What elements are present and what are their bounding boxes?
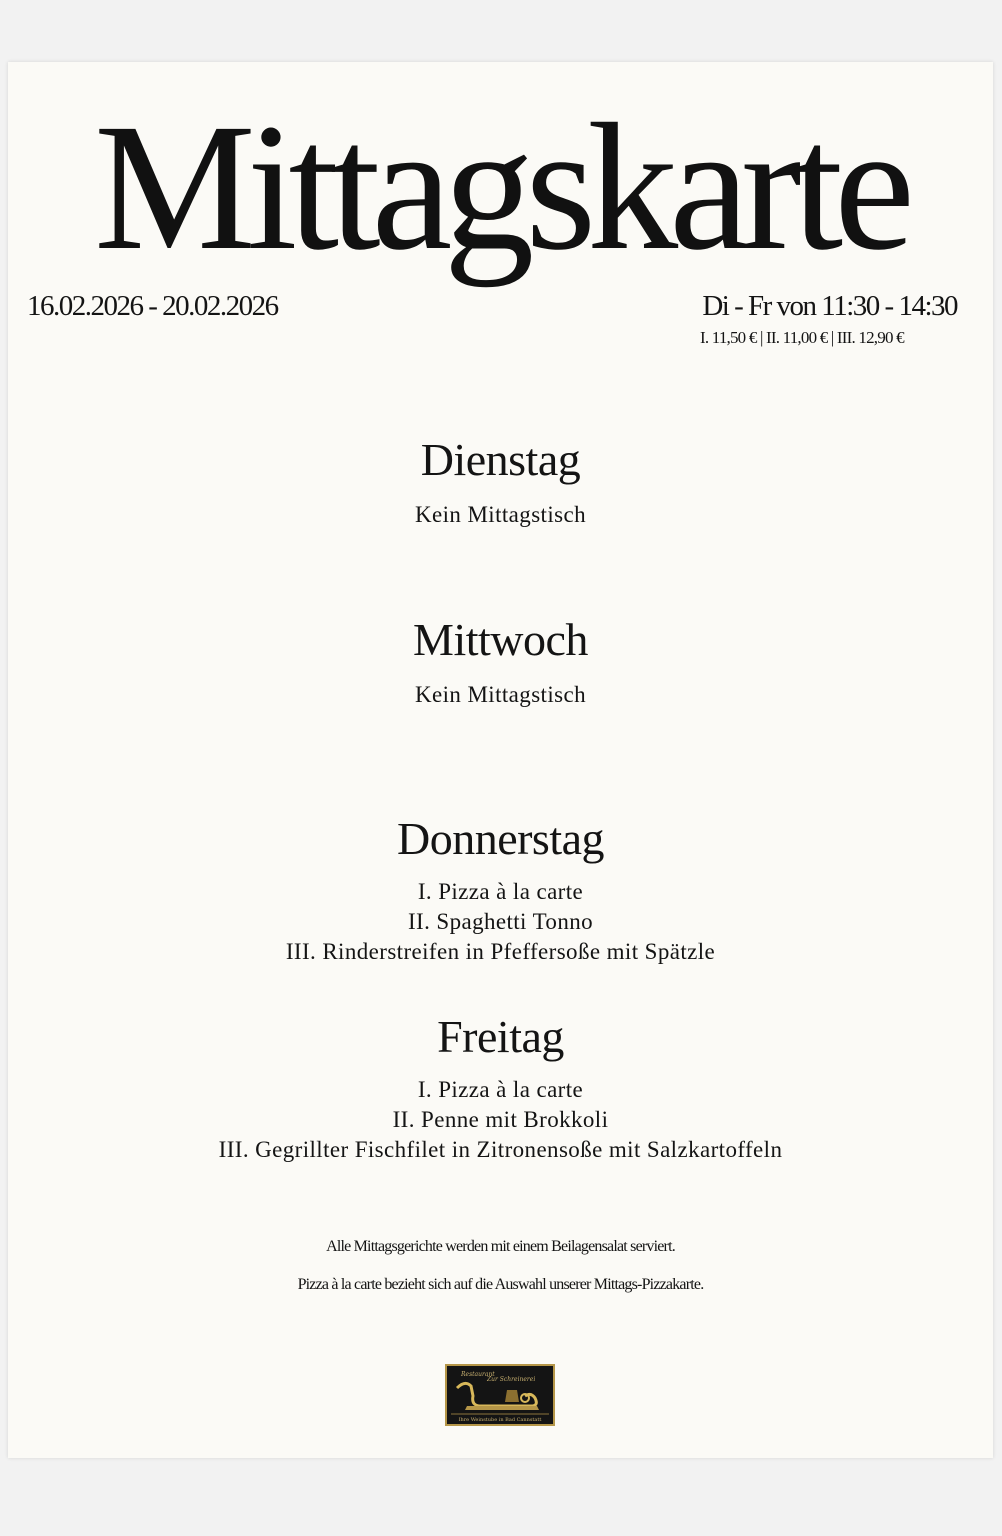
logo-text-tagline: Ihre Weinstube in Bad Cannstatt: [458, 1417, 542, 1423]
dish-list: [8, 680, 993, 710]
dish-item: I. Pizza à la carte: [417, 879, 584, 904]
day-section-donnerstag: [8, 811, 993, 967]
day-heading: Donnerstag: [396, 813, 605, 864]
dish-list: [8, 877, 993, 967]
menu-page: [8, 62, 993, 1458]
dish-item: Kein Mittagstisch: [415, 682, 586, 707]
dish-item: I. Pizza à la carte: [417, 1077, 584, 1102]
day-heading: Mittwoch: [413, 614, 588, 665]
day-heading: Freitag: [437, 1011, 564, 1062]
dish-item: III. Rinderstreifen in Pfeffersoße mit Spätzle: [285, 939, 716, 964]
date-range: 16.02.2026 - 20.02.2026: [27, 290, 278, 322]
day-heading: Dienstag: [420, 434, 581, 485]
side-salad-note: Alle Mittagsgerichte werden mit einem Beilagensalat serviert.: [326, 1238, 675, 1255]
logo-text-name: Zur Schreinerei: [487, 1376, 536, 1383]
price-list: I. 11,50 € | II. 11,00 € | III. 12,90 €: [700, 328, 904, 347]
dish-item: III. Gegrillter Fischfilet in Zitronensoße mit Salzkartoffeln: [218, 1137, 783, 1162]
day-section-freitag: [8, 1009, 993, 1165]
dish-item: Kein Mittagstisch: [415, 502, 586, 527]
restaurant-logo: [445, 1364, 555, 1426]
dish-list: [8, 500, 993, 530]
day-section-mittwoch: [8, 612, 993, 710]
dish-list: [8, 1075, 993, 1165]
dish-item: II. Penne mit Brokkoli: [392, 1107, 609, 1132]
day-section-dienstag: [8, 432, 993, 530]
opening-hours: Di - Fr von 11:30 - 14:30: [702, 290, 957, 322]
dish-item: II. Spaghetti Tonno: [407, 909, 594, 934]
menu-title: Mittagskarte: [94, 87, 906, 288]
pizza-note: Pizza à la carte bezieht sich auf die Auswahl unserer Mittags-Pizzakarte.: [297, 1276, 704, 1293]
logo-text-restaurant: Restaurant: [461, 1371, 495, 1378]
plane-tool-icon: [447, 1366, 553, 1424]
